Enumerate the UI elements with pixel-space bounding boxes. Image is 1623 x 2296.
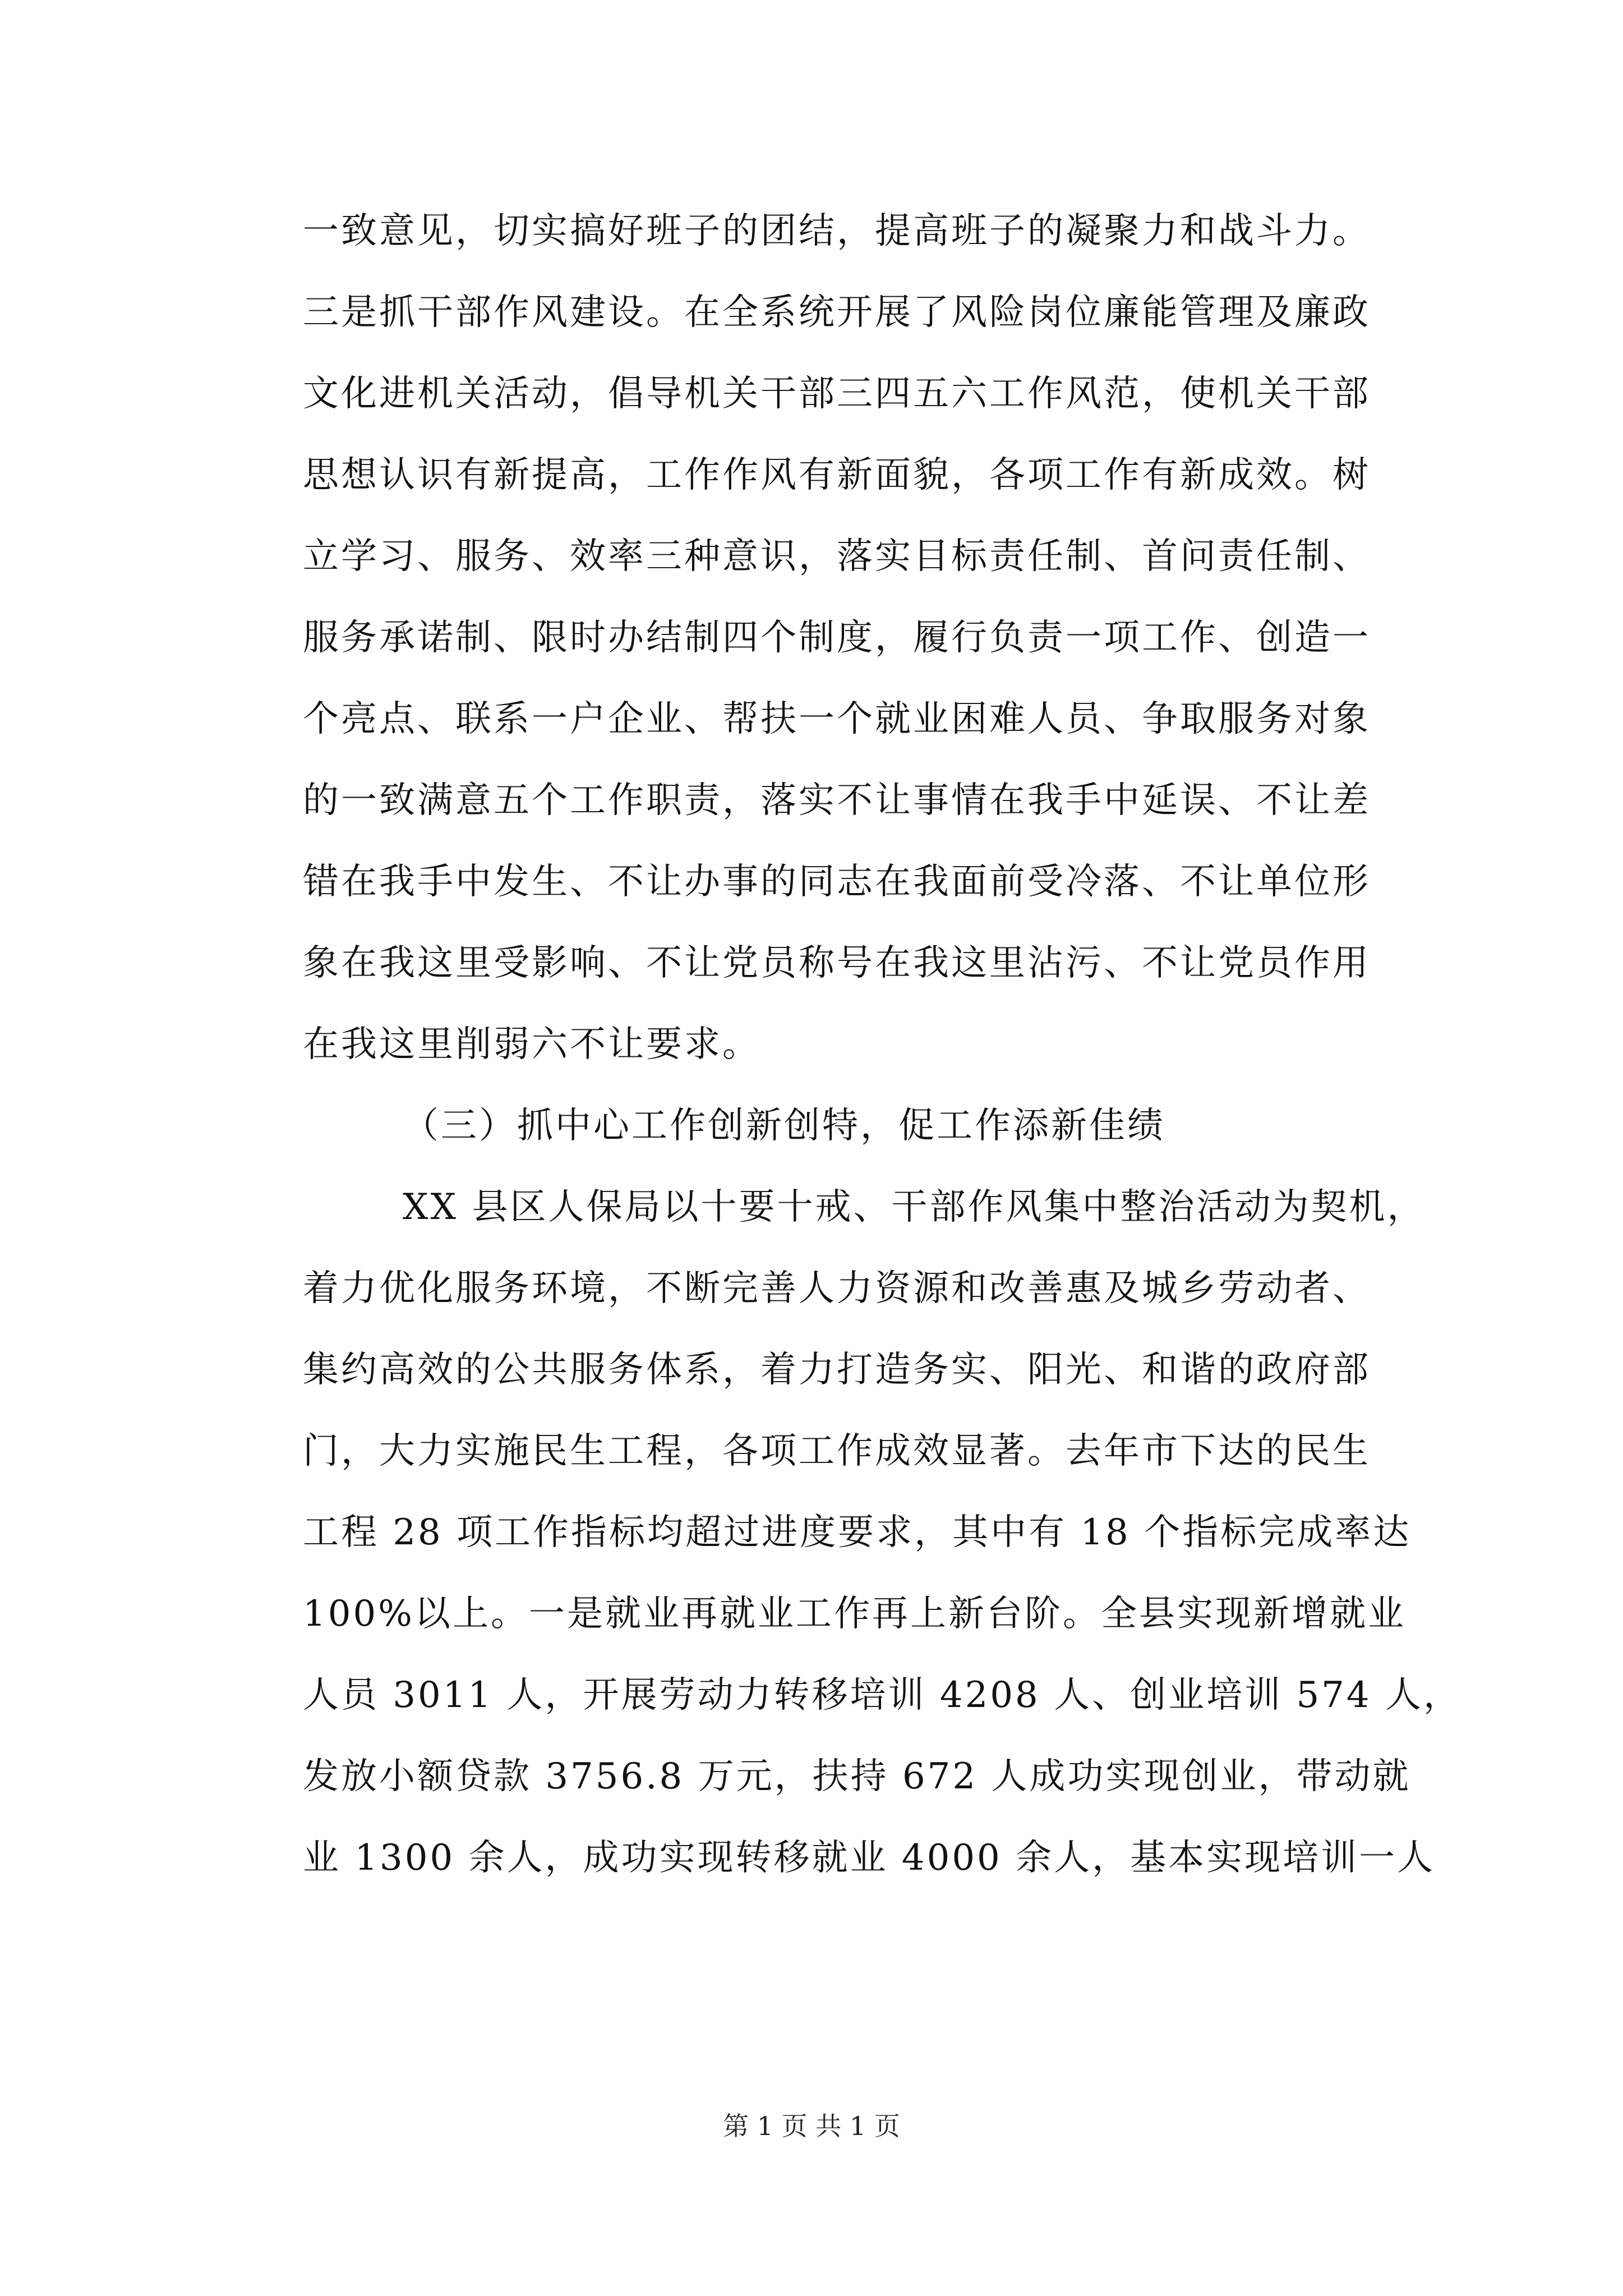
text-line: 错在我手中发生、不让办事的同志在我面前受冷落、不让单位形 [303, 861, 1371, 903]
text-line: 人员 3011 人，开展劳动力转移培训 4208 人、创业培训 574 人， [303, 1674, 1461, 1716]
text-line: 发放小额贷款 3756.8 万元，扶持 672 人成功实现创业，带动就 [303, 1756, 1411, 1797]
text-line: 一致意见，切实搞好班子的团结，提高班子的凝聚力和战斗力。 [303, 210, 1371, 252]
document-body [303, 191, 1461, 1899]
text-line: 服务承诺制、限时办结制四个制度，履行负责一项工作、创造一 [303, 617, 1371, 659]
paragraph-first-line: XX 县区人保局以十要十戒、干部作风集中整治活动为契机， [403, 1186, 1426, 1228]
text-line: 立学习、服务、效率三种意识，落实目标责任制、首问责任制、 [303, 536, 1371, 577]
text-line: 象在我这里受影响、不让党员称号在我这里沾污、不让党员作用 [303, 942, 1371, 984]
text-line: 集约高效的公共服务体系，着力打造务实、阳光、和谐的政府部 [303, 1349, 1371, 1391]
text-line: 业 1300 余人，成功实现转移就业 4000 余人，基本实现培训一人 [303, 1837, 1436, 1879]
text-line: 门，大力实施民生工程，各项工作成效显著。去年市下达的民生 [303, 1430, 1371, 1472]
text-line: 100%以上。一是就业再就业工作再上新台阶。全县实现新增就业 [303, 1593, 1406, 1635]
text-line: 在我这里削弱六不让要求。 [303, 1024, 760, 1065]
text-line: 的一致满意五个工作职责，落实不让事情在我手中延误、不让差 [303, 780, 1371, 821]
text-line: 三是抓干部作风建设。在全系统开展了风险岗位廉能管理及廉政 [303, 292, 1371, 333]
text-line: 文化进机关活动，倡导机关干部三四五六工作风范，使机关干部 [303, 373, 1371, 415]
section-heading: （三）抓中心工作创新创特，促工作添新佳绩 [403, 1105, 1165, 1147]
text-line: 着力优化服务环境，不断完善人力资源和改善惠及城乡劳动者、 [303, 1268, 1371, 1309]
text-line: 个亮点、联系一户企业、帮扶一个就业困难人员、争取服务对象 [303, 698, 1371, 740]
text-line: 工程 28 项工作指标均超过进度要求，其中有 18 个指标完成率达 [303, 1512, 1412, 1553]
text-line: 思想认识有新提高，工作作风有新面貌，各项工作有新成效。树 [303, 454, 1371, 496]
page-footer: 第 1 页 共 1 页 [723, 2111, 900, 2141]
